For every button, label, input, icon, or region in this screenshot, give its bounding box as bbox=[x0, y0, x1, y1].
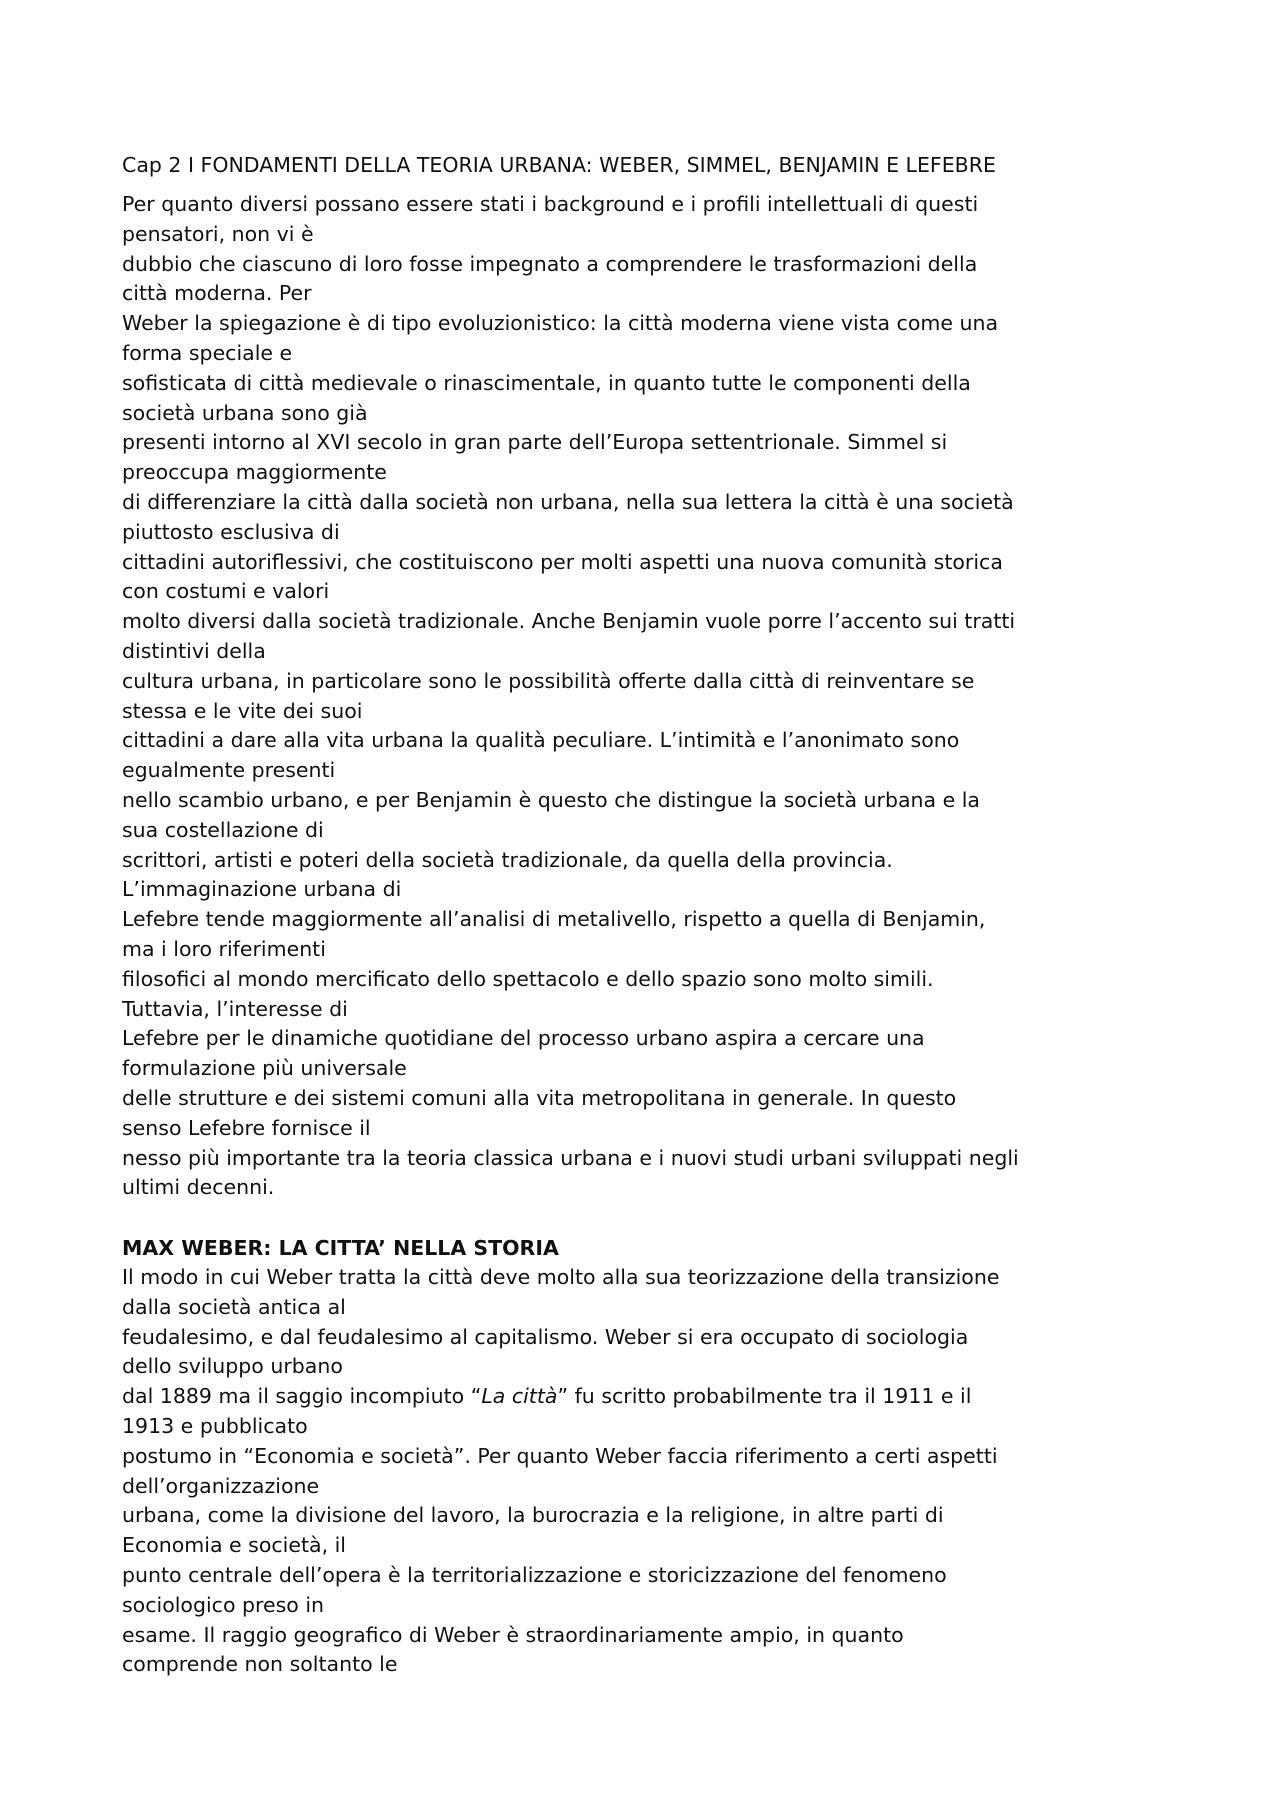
text-line: preoccupa maggiormente bbox=[122, 460, 387, 485]
text-line: dello sviluppo urbano bbox=[122, 1354, 343, 1379]
text-line: pensatori, non vi è bbox=[122, 221, 314, 246]
text-line: piuttosto esclusiva di bbox=[122, 519, 340, 544]
text-line: cultura urbana, in particolare sono le possibilità offerte dalla città di reinventare se bbox=[122, 668, 975, 693]
text-line: scrittori, artisti e poteri della società tradizionale, da quella della provincia. bbox=[122, 847, 893, 872]
text-line: dell’organizzazione bbox=[122, 1473, 320, 1498]
text-line: Lefebre tende maggiormente all’analisi di metalivello, rispetto a quella di Benjamin, bbox=[122, 907, 986, 932]
text-line: nello scambio urbano, e per Benjamin è questo che distingue la società urbana e la bbox=[122, 787, 980, 812]
text-line: egualmente presenti bbox=[122, 758, 336, 783]
text-line: stessa e le vite dei suoi bbox=[122, 698, 363, 723]
document-page bbox=[122, 150, 1172, 1680]
text-line: presenti intorno al XVI secolo in gran parte dell’Europa settentrionale. Simmel si bbox=[122, 430, 948, 455]
text-line: 1913 e pubblicato bbox=[122, 1414, 308, 1439]
text-line: comprende non soltanto le bbox=[122, 1652, 398, 1677]
text-line: di differenziare la città dalla società non urbana, nella sua lettera la città è una società bbox=[122, 489, 1014, 514]
text-line: Lefebre per le dinamiche quotidiane del processo urbano aspira a cercare una bbox=[122, 1026, 925, 1051]
text-line: Tuttavia, l’interesse di bbox=[122, 996, 348, 1021]
text-line: Economia e società, il bbox=[122, 1533, 346, 1558]
text-line: nesso più importante tra la teoria classica urbana e i nuovi studi urbani sviluppati negli bbox=[122, 1145, 1019, 1170]
weber-paragraph bbox=[122, 1263, 1172, 1680]
text-line: con costumi e valori bbox=[122, 579, 330, 604]
text-line: società urbana sono già bbox=[122, 400, 368, 425]
text-line: Per quanto diversi possano essere stati i background e i profili intellettuali di questi bbox=[122, 192, 979, 216]
text-line: cittadini autoriflessivi, che costituiscono per molti aspetti una nuova comunità storica bbox=[122, 549, 1003, 574]
text-line: formulazione più universale bbox=[122, 1056, 407, 1081]
text-line: distintivi della bbox=[122, 638, 266, 663]
intro-paragraph bbox=[122, 190, 1172, 1203]
text-line: feudalesimo, e dal feudalesimo al capitalismo. Weber si era occupato di sociologia bbox=[122, 1324, 969, 1349]
text-line: sofisticata di città medievale o rinascimentale, in quanto tutte le componenti della bbox=[122, 370, 971, 395]
text-line bbox=[122, 1382, 1172, 1412]
text-line: dalla società antica al bbox=[122, 1294, 346, 1319]
text-fragment: ” fu scritto probabilmente tra il 1911 e il bbox=[557, 1384, 972, 1409]
text-line: Il modo in cui Weber tratta la città deve molto alla sua teorizzazione della transizione bbox=[122, 1265, 1000, 1290]
text-line: urbana, come la divisione del lavoro, la burocrazia e la religione, in altre parti di bbox=[122, 1503, 944, 1528]
text-line: ma i loro riferimenti bbox=[122, 936, 326, 961]
text-line: L’immaginazione urbana di bbox=[122, 877, 402, 902]
text-line: cittadini a dare alla vita urbana la qualità peculiare. L’intimità e l’anonimato sono bbox=[122, 728, 960, 753]
text-line: sociologico preso in bbox=[122, 1592, 325, 1617]
text-line: filosofici al mondo mercificato dello spettacolo e dello spazio sono molto simili. bbox=[122, 966, 934, 991]
section-heading: MAX WEBER: LA CITTA’ NELLA STORIA bbox=[122, 1236, 559, 1261]
text-line: Weber la spiegazione è di tipo evoluzionistico: la città moderna viene vista come una bbox=[122, 311, 999, 336]
text-line: forma speciale e bbox=[122, 340, 293, 365]
text-line: città moderna. Per bbox=[122, 281, 312, 306]
text-line: delle strutture e dei sistemi comuni alla vita metropolitana in generale. In questo bbox=[122, 1085, 957, 1110]
text-line: sua costellazione di bbox=[122, 817, 324, 842]
text-line: senso Lefebre fornisce il bbox=[122, 1115, 371, 1140]
paragraph-spacer bbox=[122, 1203, 1172, 1233]
text-line: esame. Il raggio geografico di Weber è straordinariamente ampio, in quanto bbox=[122, 1622, 904, 1647]
text-fragment: dal 1889 ma il saggio incompiuto “ bbox=[122, 1384, 482, 1409]
chapter-title: Cap 2 I FONDAMENTI DELLA TEORIA URBANA: WEBER, SIMMEL, BENJAMIN E LEFEBRE bbox=[122, 153, 996, 177]
book-title: La città bbox=[481, 1384, 558, 1409]
text-line: postumo in “Economia e società”. Per quanto Weber faccia riferimento a certi aspetti bbox=[122, 1443, 998, 1468]
text-line: ultimi decenni. bbox=[122, 1175, 275, 1200]
text-line: punto centrale dell’opera è la territorializzazione e storicizzazione del fenomeno bbox=[122, 1563, 947, 1588]
text-line: molto diversi dalla società tradizionale. Anche Benjamin vuole porre l’accento sui tratti bbox=[122, 609, 1016, 634]
text-line: dubbio che ciascuno di loro fosse impegnato a comprendere le trasformazioni della bbox=[122, 251, 978, 276]
